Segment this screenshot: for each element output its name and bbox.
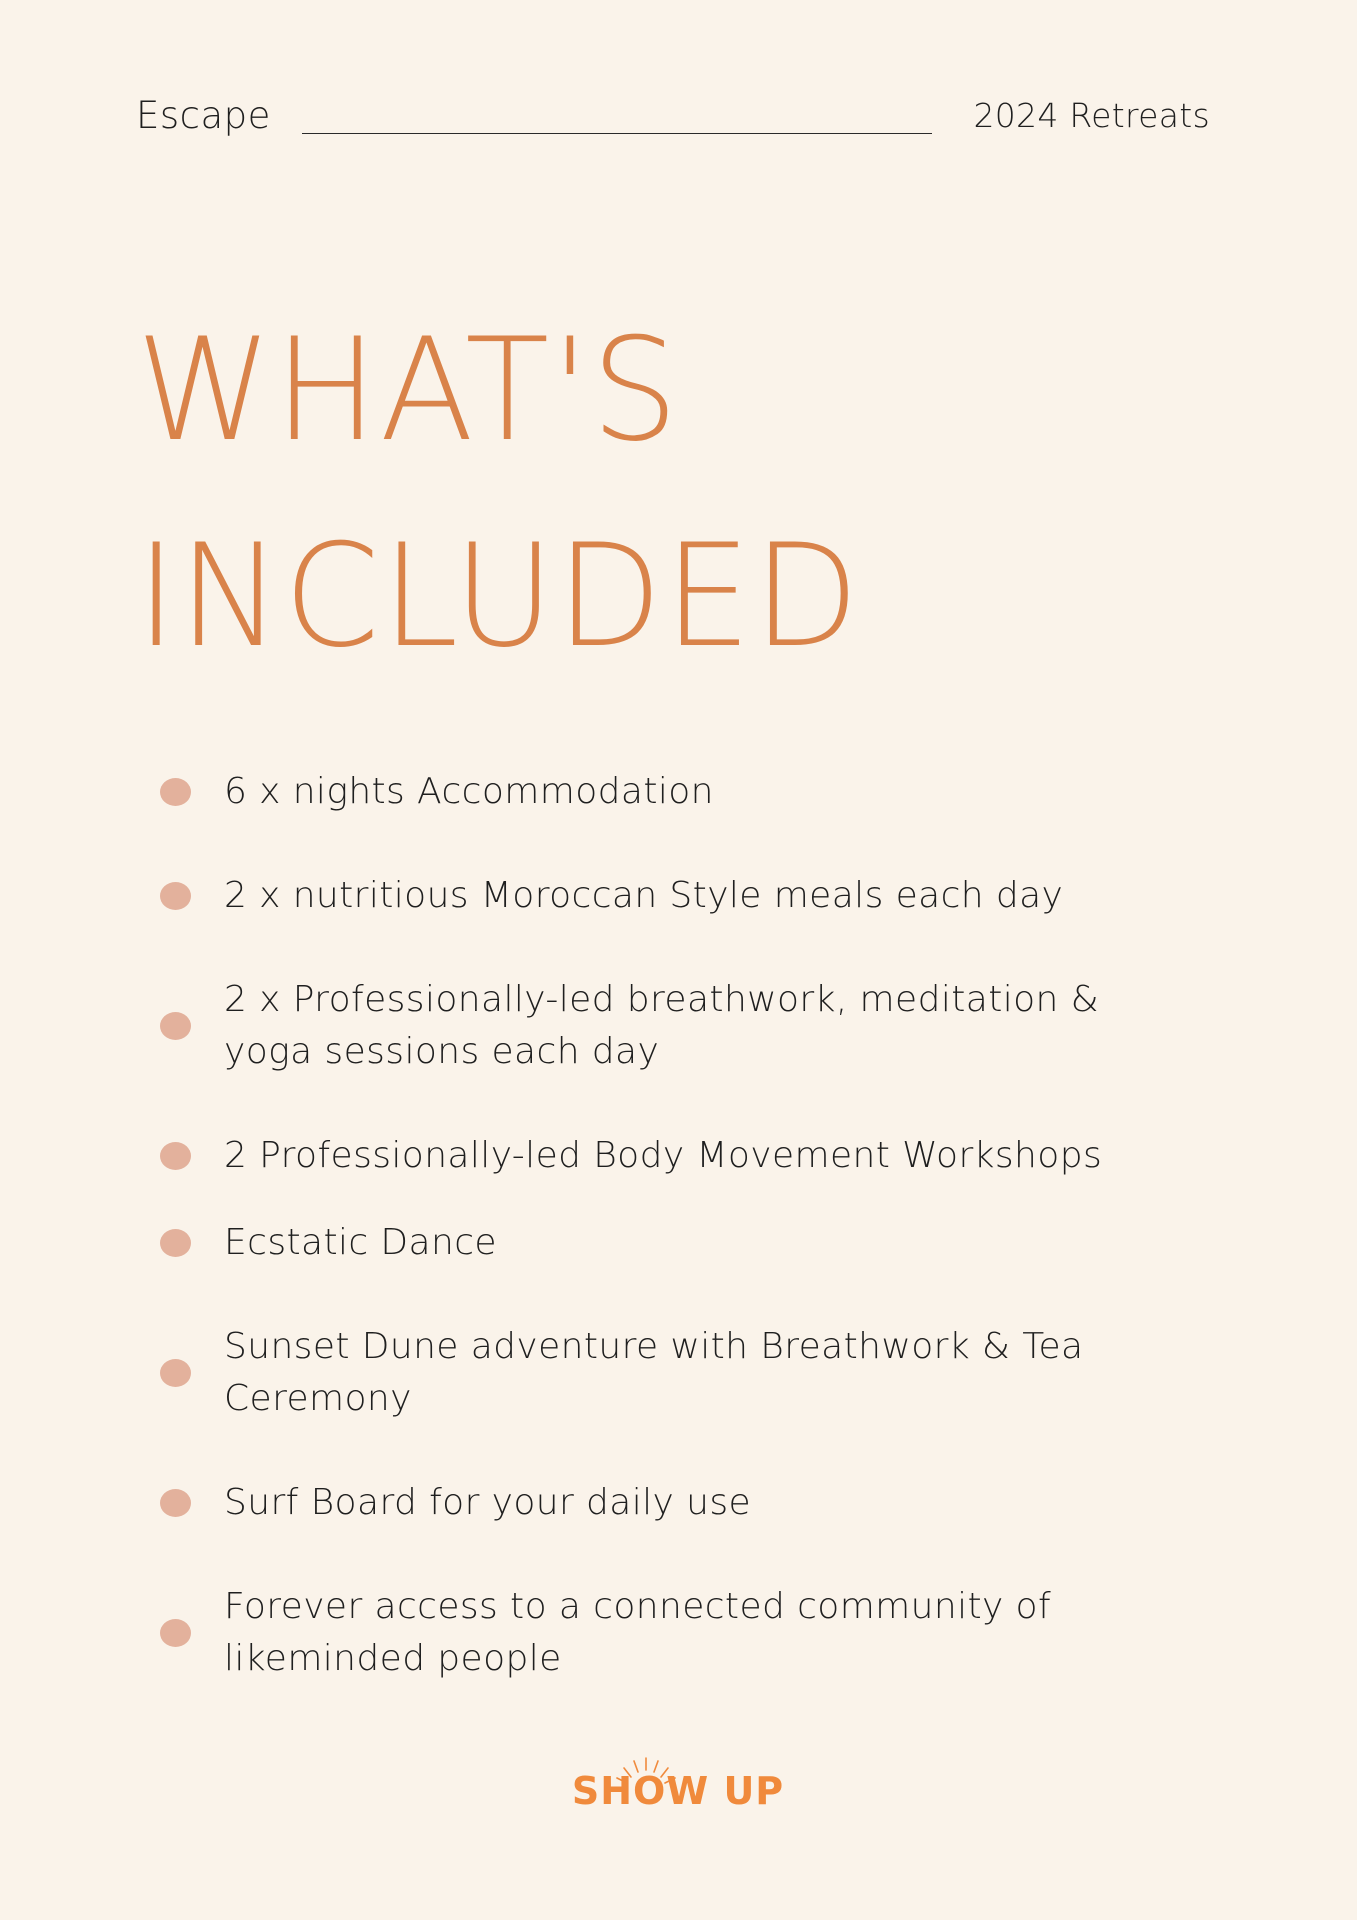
- list-item-text: Sunset Dune adventure with Breathwork & Tea Ceremony: [224, 1326, 1084, 1419]
- logo-text: SHOW UP: [571, 1769, 785, 1813]
- title-line-2: INCLUDED: [136, 514, 862, 679]
- bullet-dot-icon: [160, 882, 191, 910]
- bullet-dot-icon: [160, 1229, 191, 1257]
- list-item-text: Ecstatic Dance: [224, 1222, 497, 1263]
- header-right-label: 2024 Retreats: [973, 96, 1210, 135]
- list-item-text: 2 Professionally-led Body Movement Workshops: [224, 1135, 1103, 1176]
- bullet-dot-icon: [160, 1012, 191, 1040]
- list-item-text: Forever access to a connected community of likeminded people: [224, 1586, 1052, 1679]
- list-item: [160, 1321, 1160, 1425]
- header-divider: [302, 133, 932, 134]
- header-left-label: Escape: [136, 94, 271, 137]
- list-item: [160, 1130, 1160, 1182]
- included-list: [160, 766, 1160, 1685]
- list-item: [160, 870, 1160, 922]
- page-title: [136, 288, 884, 700]
- list-item-text: Surf Board for your daily use: [224, 1482, 752, 1523]
- title-line-1: WHAT'S: [136, 308, 681, 473]
- list-item: [160, 1217, 1160, 1269]
- list-item-text: 2 x nutritious Moroccan Style meals each day: [224, 875, 1064, 916]
- list-item: [160, 974, 1160, 1078]
- header: [136, 94, 1210, 144]
- bullet-dot-icon: [160, 778, 191, 806]
- list-item-text: 6 x nights Accommodation: [224, 771, 714, 812]
- bullet-dot-icon: [160, 1489, 191, 1517]
- bullet-dot-icon: [160, 1359, 191, 1387]
- show-up-logo: [570, 1752, 786, 1816]
- list-item-text: 2 x Professionally-led breathwork, meditation & yoga sessions each day: [224, 979, 1100, 1072]
- list-item: [160, 1581, 1160, 1685]
- list-item: [160, 766, 1160, 818]
- bullet-dot-icon: [160, 1142, 191, 1170]
- list-item: [160, 1477, 1160, 1529]
- bullet-dot-icon: [160, 1619, 191, 1647]
